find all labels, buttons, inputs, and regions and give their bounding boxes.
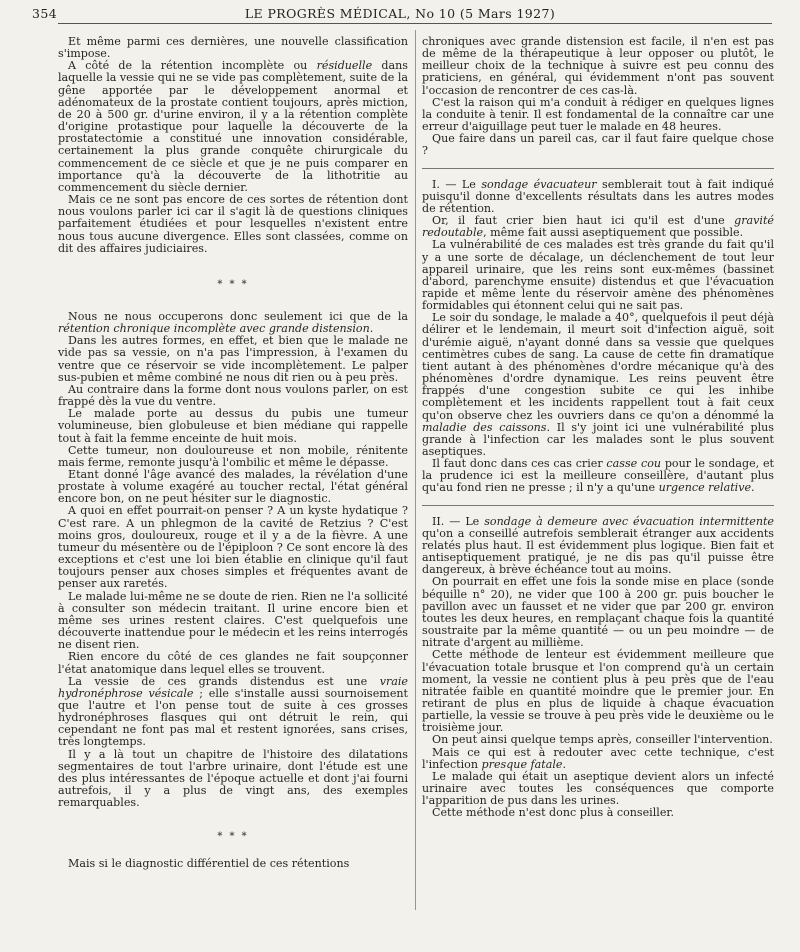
section-asterism: * * *: [217, 278, 249, 290]
paragraph: Il faut donc dans ces cas crier casse cou pour le sondage, et la prudence ici est la meilleure conseillère, d'autant plus qu'au fond rien ne presse ; il n'y a qu'une urgence relative.: [422, 457, 774, 495]
paragraph: Cette tumeur, non douloureuse et non mobile, rénitente mais ferme, remonte jusqu'à l'ombilic et même le dépasse.: [58, 443, 408, 469]
paragraph: Mais ce ne sont pas encore de ces sortes de rétention dont nous voulons parler ici car il s'agit là de questions cliniques parfaitement étudiées et pour lesquelles n'existent entre nous tous aucune divergence. Elles sont classées, comme on dit des affaires judiciaires.: [58, 193, 408, 255]
page-number: 354: [32, 6, 58, 21]
paragraph: Cette méthode de lenteur est évidemment meilleure que l'évacuation totale brusque et l'on comprend qu'à un certain moment, la vessie ne contient plus à peu près que de l'eau nitratée faible en quantité moindre que le premier jour. En retirant de plus en plus de liquide à chaque évacuation partielle, la vessie se trouve à peu près vide le deuxième ou le troisième jour.: [422, 648, 774, 735]
paragraph: On pourrait en effet une fois la sonde mise en place (sonde béquille n° 20), ne vider que 100 à 200 gr. puis boucher le pavillon avec un fausset et ne vider que par 200 gr. environ toutes les deux heures, en remplaçant chaque fois la quantité soustraite par la même quantité — ou un peu moindre — de nitrate d'argent au millième.: [422, 575, 774, 650]
section-asterism: * * *: [217, 831, 249, 843]
paragraph: Que faire dans un pareil cas, car il faut faire quelque chose ?: [422, 132, 774, 158]
column-divider: [415, 30, 416, 910]
paragraph: Le malade qui était un aseptique devient alors un infecté urinaire avec toutes les conséquences que comporte l'apparition de pus dans les urines.: [422, 769, 774, 808]
page-header: [0, 6, 800, 22]
paragraph: Et même parmi ces dernières, une nouvelle classification s'impose.: [58, 36, 408, 61]
paragraph: Nous ne nous occuperons donc seulement ici que de la rétention chronique incomplète avec grande distension.: [58, 309, 408, 336]
paragraph: La vulnérabilité de ces malades est très grande du fait qu'il y a une sorte de décalage, un déclenchement de tout leur appareil urinaire, que les reins sont eux-mêmes (bassinet d'abord, parenchyme ensuite) distendus et que l'évacuation rapide et même lente du réservoir amène des phénomènes formidables qui étonnent celui qui ne sait pas.: [422, 238, 774, 313]
paragraph: Mais ce qui est à redouter avec cette technique, c'est l'infection presque fatale.: [422, 745, 774, 771]
paragraph: A côté de la rétention incomplète ou résiduelle dans laquelle la vessie qui ne se vide pas complètement, suite de la gêne apportée par le développement anormal et adénomateux de la prostate contient toujours, après miction, de 20 à 500 gr. d'urine environ, il y a la rétention complète d'origine protastique pour laquelle la découverte de la prostatectomie a constitué une innovation considérable, certainement la plus grande conquête chirurgicale du commencement de ce siècle et que je ne puis comparer en importance qu'à la découverte de la lithotritie au commencement du siècle dernier.: [58, 59, 408, 194]
paragraph: Le malade porte au dessus du pubis une tumeur volumineuse, bien globuleuse et bien médiane qui rappelle tout à fait la femme enceinte de huit mois.: [58, 407, 408, 445]
paragraph: Au contraire dans la forme dont nous voulons parler, on est frappé dès la vue du ventre.: [58, 382, 408, 409]
emphasis: rétention chronique incomplète avec grande distension.: [58, 322, 374, 336]
paragraph: Etant donné l'âge avancé des malades, la révélation d'une prostate à volume exagéré au toucher rectal, l'état général encore bon, on ne peut hésiter sur le diagnostic.: [58, 468, 408, 506]
section-heading-ii: II. — Le sondage à demeure avec évacuation intermittente qu'on a conseillé autrefois semblerait étranger aux accidents relatés plus haut. Il est évidemment plus logique. Bien fait et antiseptiquement pratiqué, je ne dis pas qu'il puisse être dangereux, à brève échéance tout au moins.: [422, 514, 774, 577]
paragraph: Cette méthode n'est donc plus à conseiller.: [432, 806, 674, 820]
section-heading-i: I. — Le sondage évacuateur semblerait tout à fait indiqué puisqu'il donne d'excellents résultats dans les autres modes de rétention.: [422, 177, 774, 215]
paragraph: A quoi en effet pourrait-on penser ? A un kyste hydatique ? C'est rare. A un phlegmon de la cavité de Retzius ? C'est moins gros, douloureux, rouge et il y a de la fièvre. A une tumeur du mésentère ou de l'épiploon ? Ce sont encore là des exceptions et c'est une loi bien établie en clinique qu'il faut toujours penser aux choses simples et fréquentes avant de penser aux raretés.: [58, 504, 408, 591]
emphasis: presque fatale: [481, 757, 563, 771]
section-rule: [422, 505, 774, 506]
paragraph: Or, il faut crier bien haut ici qu'il est d'une gravité redoutable, même fait aussi aseptiquement que possible.: [422, 214, 774, 240]
right-column: [422, 36, 774, 936]
emphasis: résiduelle: [316, 59, 373, 73]
paragraph: Mais si le diagnostic différentiel de ces rétentions: [68, 856, 350, 870]
emphasis: maladie des caissons: [422, 420, 547, 434]
left-column: [58, 36, 408, 926]
paragraph: C'est la raison qui m'a conduit à rédiger en quelques lignes la conduite à tenir. Il est fondamental de la connaître car une erreur d'aiguillage peut tuer le malade en 48 heures.: [422, 95, 774, 134]
paragraph: Il y a là tout un chapitre de l'histoire des dilatations segmentaires de tout l'arbre urinaire, dont l'étude est une des plus intéressantes de l'époque actuelle et dont j'ai fourni autrefois, il y a plus de vingt ans, des exemples remarquables.: [58, 747, 408, 810]
emphasis: gravité redoutable: [422, 214, 774, 240]
emphasis: urgence relative: [658, 481, 752, 495]
paragraph: Dans les autres formes, en effet, et bien que le malade ne vide pas sa vessie, on n'a pas l'impression, à l'examen du ventre que ce réservoir se vide incomplètement. Le palper sus-pubien et même combiné ne nous dit rien ou à peu près.: [58, 334, 408, 384]
paragraph: On peut ainsi quelque temps après, conseiller l'intervention.: [432, 733, 773, 747]
paragraph: chroniques avec grande distension est facile, il n'en est pas de même de la thérapeutique à leur opposer ou plutôt, le meilleur choix de la technique à suivre est peu connu des praticiens, en général, qui évidemment n'ont pas souvent l'occasion de rencontrer de ces cas-là.: [422, 36, 774, 97]
section-rule: [422, 168, 774, 169]
emphasis: casse cou: [606, 457, 662, 471]
paragraph: Le malade lui-même ne se doute de rien. Rien ne l'a sollicité à consulter son médecin traitant. Il urine encore bien et même ses urines restent claires. C'est quelquefois une découverte inattendue pour le médecin et les reins interrogés ne disent rien.: [58, 589, 408, 652]
emphasis: vraie hydronéphrose vésicale: [58, 674, 408, 700]
paragraph: Rien encore du côté de ces glandes ne fait soupçonner l'état anatomique dans lequel elles se trouvent.: [58, 650, 408, 676]
emphasis: sondage évacuateur: [481, 177, 597, 191]
emphasis: sondage à demeure avec évacuation intermittente: [484, 514, 774, 528]
paragraph: La vessie de ces grands distendus est une vraie hydronéphrose vésicale ; elle s'installe aussi sournoisement que l'autre et l'on pense tout de suite à ces grosses hydronéphroses flasques qui ont détruit le rein, qui cependant ne font pas mal et restent ignorées, sans crises, très longtemps.: [58, 674, 408, 749]
running-title: LE PROGRÈS MÉDICAL, No 10 (5 Mars 1927): [244, 6, 556, 21]
header-rule: [58, 23, 772, 24]
paragraph: Le soir du sondage, le malade a 40°, quelquefois il peut déjà délirer et le lendemain, il meurt soit d'infection aiguë, soit d'urémie aiguë, n'ayant donné dans sa vessie que quelques centimètres cubes de sang. La cause de cette fin dramatique tient autant à des phénomènes d'ordre mécanique qu'à des phénomènes d'ordre dynamique. Les reins peuvent être frappés d'une congestion subite ce qui les inhibe complètement et les incidents rappellent tout à fait ceux qu'on observe chez les ouvriers dans ce qu'on a dénommé la maladie des caissons. Il s'y joint ici une vulnérabilité plus grande à l'infection car les malades sont le plus souvent aseptiques.: [422, 311, 774, 458]
